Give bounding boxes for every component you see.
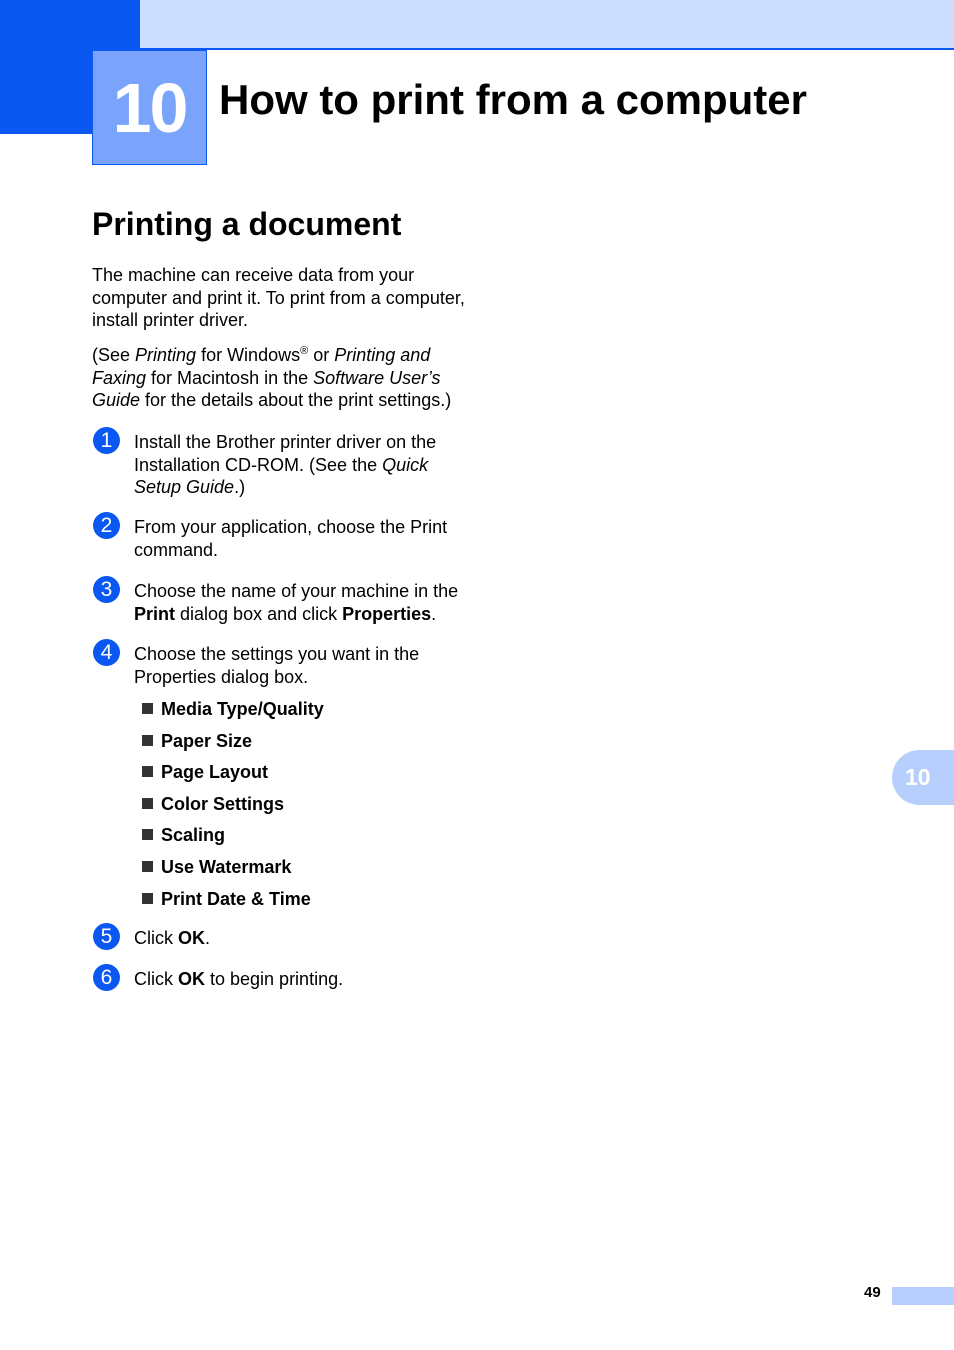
list-item [142,759,324,791]
step-6-number: 6 [93,964,120,991]
bullet-square-icon [142,893,153,904]
list-item-label: Paper Size [161,730,253,751]
step-5-number: 5 [93,923,120,950]
page-number: 49 [864,1284,881,1301]
reference-quick-setup-guide: Quick Setup Guide [134,454,429,497]
list-item [142,728,324,760]
text-run: dialog box and click [175,603,343,624]
bullet-square-icon [142,703,153,714]
section-title: Printing a document [92,206,402,242]
step-5-text [134,927,474,950]
list-item-label: Use Watermark [161,856,292,877]
bold-term-print: Print [134,603,176,624]
bold-term-properties: Properties [342,603,432,624]
text-run: Click [134,928,178,948]
chapter-title: How to print from a computer [219,76,807,123]
reference-paragraph [92,344,482,412]
header-band [0,0,954,50]
reference-printing-faxing: Printing and Faxing [92,345,431,388]
text-run: for Macintosh in the [146,367,314,388]
text-run: for Windows [196,345,301,365]
list-item-label: Media Type/Quality [161,699,324,719]
reference-printing: Printing [135,345,197,365]
bullet-square-icon [142,798,153,809]
text-run: for the details about the print settings.) [140,390,452,410]
bullet-square-icon [142,766,153,777]
bold-term-ok: OK [178,969,205,989]
list-item [142,791,324,823]
reference-users-guide: Software User’s Guide [92,367,441,410]
step-1-text [134,431,474,499]
step-4-number: 4 [93,639,120,666]
step-3-number: 3 [93,576,120,603]
list-item-label: Scaling [161,825,226,846]
step-4-text: Choose the settings you want in the Properties dialog box. [134,644,420,687]
bold-term-ok: OK [178,928,205,948]
bullet-square-icon [142,735,153,746]
bullet-square-icon [142,829,153,840]
list-item [142,822,324,854]
text-run: Install the Brother printer driver on the Installation CD-ROM. (See the [134,432,437,475]
text-run: . [431,603,437,624]
bullet-square-icon [142,861,153,872]
list-item-label: Color Settings [161,793,285,814]
text-run: . [205,928,211,948]
chapter-side-tab: 10 [892,750,954,805]
step-3-text [134,580,474,625]
text-run: or [308,345,335,365]
settings-list [142,696,324,917]
step-2-text: From your application, choose the Print command. [134,517,448,560]
text-run: Choose the name of your machine in the [134,581,459,601]
text-run: .) [234,477,246,497]
page-number-bar [892,1287,954,1305]
header-rule [140,48,954,50]
text-run: to begin printing. [205,969,344,989]
list-item [142,886,324,918]
text-run: Click [134,969,178,989]
chapter-number-box: 10 [92,50,207,165]
intro-paragraph: The machine can receive data from your computer and print it. To print from a computer, install printer driver. [92,265,465,330]
list-item [142,854,324,886]
list-item [142,696,324,728]
step-6-text [134,968,474,991]
list-item-label: Print Date & Time [161,888,311,909]
text-run: (See [92,345,136,365]
step-2-number: 2 [93,512,120,539]
registered-mark: ® [300,345,309,357]
step-1-number: 1 [93,427,120,454]
list-item-label: Page Layout [161,762,269,783]
